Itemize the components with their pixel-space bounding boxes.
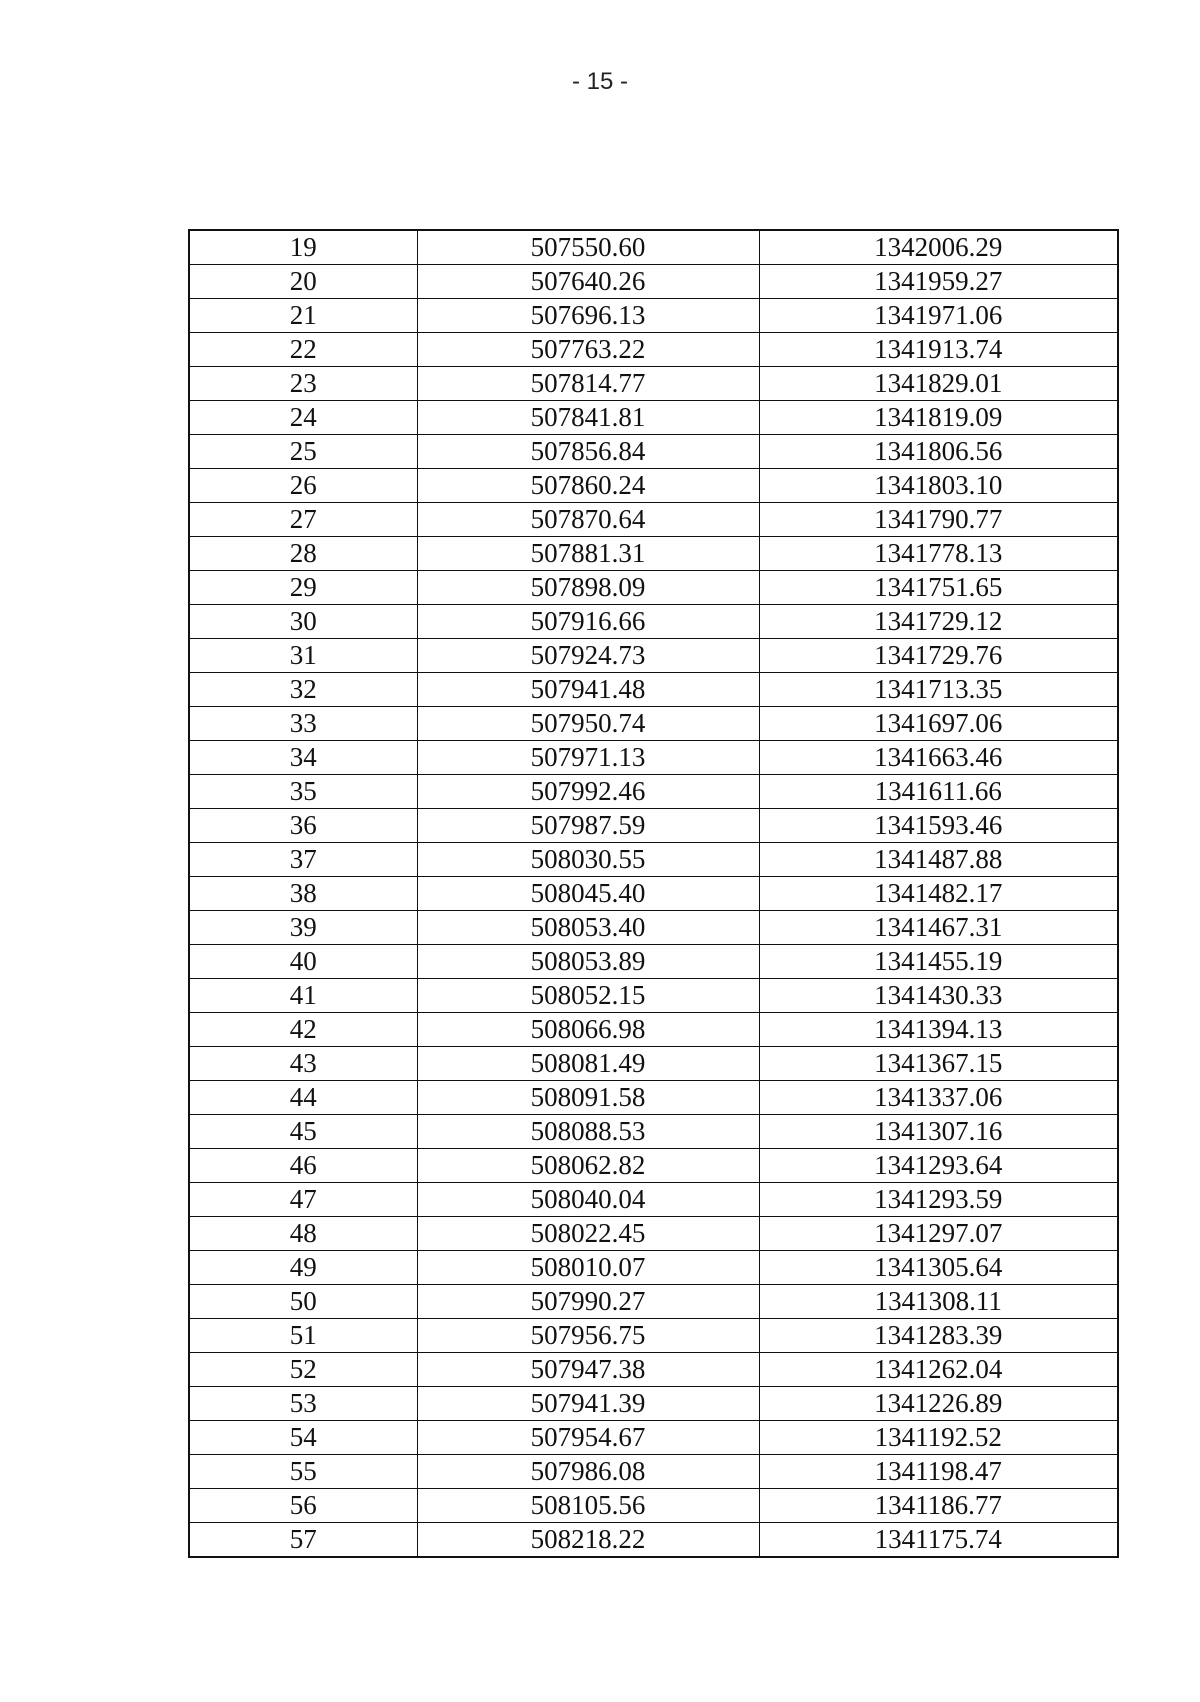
x-coordinate-cell: 508040.04	[417, 1183, 759, 1217]
table-row	[189, 265, 1118, 299]
table-row	[189, 1149, 1118, 1183]
point-number-cell: 28	[189, 537, 417, 571]
table-row	[189, 1285, 1118, 1319]
table-row	[189, 537, 1118, 571]
y-coordinate-cell: 1341803.10	[759, 469, 1118, 503]
x-coordinate-cell: 507947.38	[417, 1353, 759, 1387]
x-coordinate-cell: 507640.26	[417, 265, 759, 299]
point-number-cell: 41	[189, 979, 417, 1013]
table-row	[189, 469, 1118, 503]
table-row	[189, 775, 1118, 809]
x-coordinate-cell: 507924.73	[417, 639, 759, 673]
point-number-cell: 40	[189, 945, 417, 979]
y-coordinate-cell: 1341611.66	[759, 775, 1118, 809]
y-coordinate-cell: 1341198.47	[759, 1455, 1118, 1489]
y-coordinate-cell: 1341790.77	[759, 503, 1118, 537]
x-coordinate-cell: 507971.13	[417, 741, 759, 775]
y-coordinate-cell: 1341337.06	[759, 1081, 1118, 1115]
point-number-cell: 34	[189, 741, 417, 775]
y-coordinate-cell: 1341307.16	[759, 1115, 1118, 1149]
point-number-cell: 49	[189, 1251, 417, 1285]
point-number-cell: 32	[189, 673, 417, 707]
table-row	[189, 1455, 1118, 1489]
x-coordinate-cell: 508081.49	[417, 1047, 759, 1081]
x-coordinate-cell: 507881.31	[417, 537, 759, 571]
table-row	[189, 1081, 1118, 1115]
x-coordinate-cell: 507916.66	[417, 605, 759, 639]
x-coordinate-cell: 507941.48	[417, 673, 759, 707]
y-coordinate-cell: 1341293.59	[759, 1183, 1118, 1217]
x-coordinate-cell: 507814.77	[417, 367, 759, 401]
x-coordinate-cell: 508062.82	[417, 1149, 759, 1183]
point-number-cell: 52	[189, 1353, 417, 1387]
table-row	[189, 605, 1118, 639]
y-coordinate-cell: 1341192.52	[759, 1421, 1118, 1455]
table-row	[189, 639, 1118, 673]
point-number-cell: 38	[189, 877, 417, 911]
point-number-cell: 26	[189, 469, 417, 503]
point-number-cell: 31	[189, 639, 417, 673]
y-coordinate-cell: 1341305.64	[759, 1251, 1118, 1285]
x-coordinate-cell: 508218.22	[417, 1523, 759, 1558]
y-coordinate-cell: 1341262.04	[759, 1353, 1118, 1387]
y-coordinate-cell: 1341293.64	[759, 1149, 1118, 1183]
x-coordinate-cell: 508053.40	[417, 911, 759, 945]
y-coordinate-cell: 1341829.01	[759, 367, 1118, 401]
table-row	[189, 333, 1118, 367]
point-number-cell: 44	[189, 1081, 417, 1115]
table-row	[189, 1251, 1118, 1285]
table-row	[189, 1353, 1118, 1387]
y-coordinate-cell: 1341308.11	[759, 1285, 1118, 1319]
y-coordinate-cell: 1341430.33	[759, 979, 1118, 1013]
table-row	[189, 571, 1118, 605]
x-coordinate-cell: 507986.08	[417, 1455, 759, 1489]
x-coordinate-cell: 508052.15	[417, 979, 759, 1013]
table-row	[189, 299, 1118, 333]
x-coordinate-cell: 507841.81	[417, 401, 759, 435]
point-number-cell: 48	[189, 1217, 417, 1251]
y-coordinate-cell: 1341467.31	[759, 911, 1118, 945]
x-coordinate-cell: 507990.27	[417, 1285, 759, 1319]
point-number-cell: 51	[189, 1319, 417, 1353]
x-coordinate-cell: 507956.75	[417, 1319, 759, 1353]
table-row	[189, 673, 1118, 707]
page-number: - 15 -	[571, 68, 628, 95]
y-coordinate-cell: 1341455.19	[759, 945, 1118, 979]
y-coordinate-cell: 1341487.88	[759, 843, 1118, 877]
point-number-cell: 21	[189, 299, 417, 333]
point-number-cell: 50	[189, 1285, 417, 1319]
y-coordinate-cell: 1341186.77	[759, 1489, 1118, 1523]
x-coordinate-cell: 507941.39	[417, 1387, 759, 1421]
y-coordinate-cell: 1341175.74	[759, 1523, 1118, 1558]
table-row	[189, 809, 1118, 843]
table-row	[189, 911, 1118, 945]
table-row	[189, 1489, 1118, 1523]
table-row	[189, 367, 1118, 401]
x-coordinate-cell: 508010.07	[417, 1251, 759, 1285]
point-number-cell: 45	[189, 1115, 417, 1149]
y-coordinate-cell: 1341778.13	[759, 537, 1118, 571]
point-number-cell: 39	[189, 911, 417, 945]
table-row	[189, 1421, 1118, 1455]
x-coordinate-cell: 508066.98	[417, 1013, 759, 1047]
table-row	[189, 1183, 1118, 1217]
x-coordinate-cell: 507856.84	[417, 435, 759, 469]
table-row	[189, 1387, 1118, 1421]
table-row	[189, 741, 1118, 775]
table-row	[189, 1523, 1118, 1558]
x-coordinate-cell: 507550.60	[417, 230, 759, 265]
x-coordinate-cell: 507950.74	[417, 707, 759, 741]
x-coordinate-cell: 508105.56	[417, 1489, 759, 1523]
y-coordinate-cell: 1341697.06	[759, 707, 1118, 741]
table-row	[189, 401, 1118, 435]
point-number-cell: 57	[189, 1523, 417, 1558]
table-row	[189, 503, 1118, 537]
table-row	[189, 435, 1118, 469]
y-coordinate-cell: 1341713.35	[759, 673, 1118, 707]
y-coordinate-cell: 1341297.07	[759, 1217, 1118, 1251]
point-number-cell: 53	[189, 1387, 417, 1421]
table-row	[189, 1319, 1118, 1353]
point-number-cell: 43	[189, 1047, 417, 1081]
x-coordinate-cell: 507696.13	[417, 299, 759, 333]
table-row	[189, 877, 1118, 911]
y-coordinate-cell: 1341971.06	[759, 299, 1118, 333]
table-row	[189, 1013, 1118, 1047]
y-coordinate-cell: 1341593.46	[759, 809, 1118, 843]
point-number-cell: 29	[189, 571, 417, 605]
y-coordinate-cell: 1341367.15	[759, 1047, 1118, 1081]
y-coordinate-cell: 1341751.65	[759, 571, 1118, 605]
point-number-cell: 37	[189, 843, 417, 877]
y-coordinate-cell: 1342006.29	[759, 230, 1118, 265]
x-coordinate-cell: 508091.58	[417, 1081, 759, 1115]
table-row	[189, 945, 1118, 979]
point-number-cell: 19	[189, 230, 417, 265]
point-number-cell: 46	[189, 1149, 417, 1183]
y-coordinate-cell: 1341819.09	[759, 401, 1118, 435]
point-number-cell: 54	[189, 1421, 417, 1455]
x-coordinate-cell: 507898.09	[417, 571, 759, 605]
table-row	[189, 979, 1118, 1013]
point-number-cell: 24	[189, 401, 417, 435]
point-number-cell: 23	[189, 367, 417, 401]
point-number-cell: 35	[189, 775, 417, 809]
x-coordinate-cell: 507763.22	[417, 333, 759, 367]
x-coordinate-cell: 508045.40	[417, 877, 759, 911]
table-row	[189, 230, 1118, 265]
point-number-cell: 56	[189, 1489, 417, 1523]
y-coordinate-cell: 1341959.27	[759, 265, 1118, 299]
x-coordinate-cell: 507870.64	[417, 503, 759, 537]
y-coordinate-cell: 1341394.13	[759, 1013, 1118, 1047]
point-number-cell: 30	[189, 605, 417, 639]
point-number-cell: 33	[189, 707, 417, 741]
y-coordinate-cell: 1341226.89	[759, 1387, 1118, 1421]
point-number-cell: 27	[189, 503, 417, 537]
x-coordinate-cell: 508053.89	[417, 945, 759, 979]
y-coordinate-cell: 1341663.46	[759, 741, 1118, 775]
x-coordinate-cell: 507992.46	[417, 775, 759, 809]
x-coordinate-cell: 507987.59	[417, 809, 759, 843]
x-coordinate-cell: 508030.55	[417, 843, 759, 877]
point-number-cell: 36	[189, 809, 417, 843]
x-coordinate-cell: 508022.45	[417, 1217, 759, 1251]
y-coordinate-cell: 1341283.39	[759, 1319, 1118, 1353]
point-number-cell: 22	[189, 333, 417, 367]
y-coordinate-cell: 1341913.74	[759, 333, 1118, 367]
table-row	[189, 1217, 1118, 1251]
point-number-cell: 25	[189, 435, 417, 469]
coordinates-table	[188, 229, 1119, 1558]
x-coordinate-cell: 508088.53	[417, 1115, 759, 1149]
coordinates-table-body	[189, 230, 1118, 1557]
point-number-cell: 42	[189, 1013, 417, 1047]
point-number-cell: 47	[189, 1183, 417, 1217]
point-number-cell: 55	[189, 1455, 417, 1489]
table-row	[189, 1047, 1118, 1081]
y-coordinate-cell: 1341729.76	[759, 639, 1118, 673]
table-row	[189, 1115, 1118, 1149]
point-number-cell: 20	[189, 265, 417, 299]
y-coordinate-cell: 1341482.17	[759, 877, 1118, 911]
x-coordinate-cell: 507954.67	[417, 1421, 759, 1455]
y-coordinate-cell: 1341729.12	[759, 605, 1118, 639]
table-row	[189, 843, 1118, 877]
table-row	[189, 707, 1118, 741]
x-coordinate-cell: 507860.24	[417, 469, 759, 503]
y-coordinate-cell: 1341806.56	[759, 435, 1118, 469]
